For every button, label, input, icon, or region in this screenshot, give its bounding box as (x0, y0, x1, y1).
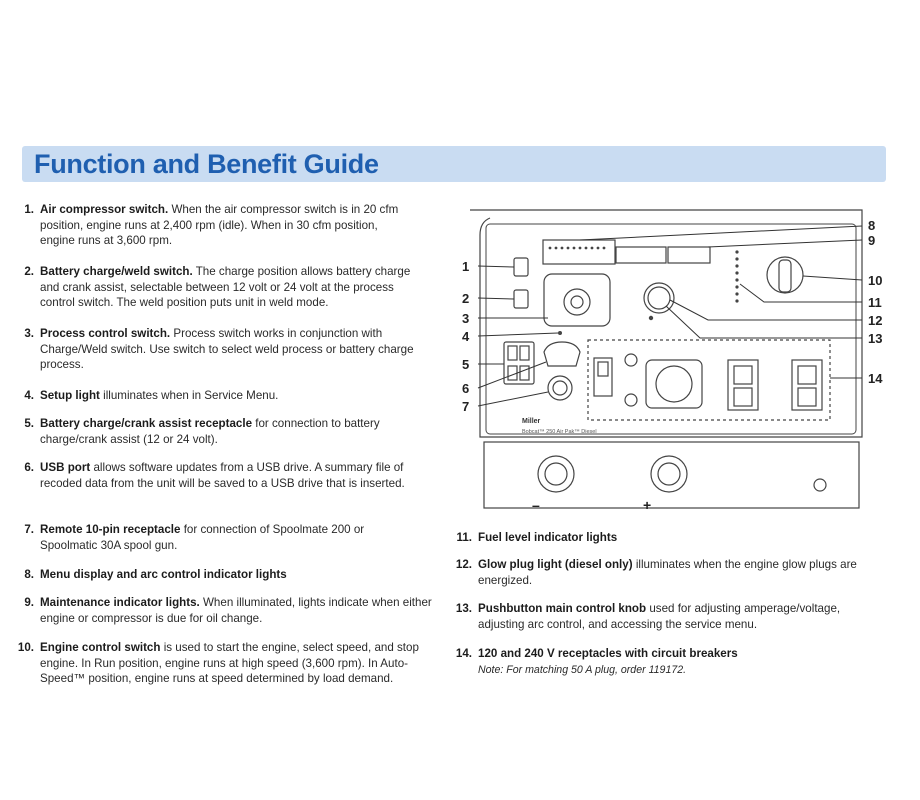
setup-light (558, 331, 562, 335)
item-term: Maintenance indicator lights. (40, 596, 200, 609)
item-term: Fuel level indicator lights (478, 531, 618, 544)
callout-9: 9 (868, 233, 876, 248)
display-window-1 (616, 247, 666, 263)
glow-plug-light (649, 316, 653, 320)
item-term: Battery charge/crank assist receptacle (40, 417, 253, 430)
usb-port (544, 342, 580, 366)
receptacle-group (588, 340, 830, 420)
item-number: 2. (24, 265, 34, 278)
callout-7: 7 (462, 399, 470, 414)
item-number: 13. (455, 602, 472, 615)
callout-12: 12 (868, 313, 883, 328)
item-number: 14. (455, 647, 472, 660)
weld-stud-negative (538, 456, 574, 492)
process-control-switch (544, 274, 610, 326)
callout-6: 6 (462, 381, 470, 396)
item-number: 6. (24, 461, 34, 474)
item-term: 120 and 240 V receptacles with circuit breakers (478, 647, 738, 660)
callout-2: 2 (462, 291, 470, 306)
item-description: When the air compressor switch is in 20 cfm position, engine runs at 2,400 rpm (idle). When in 30 cfm position, engine runs at 3,600 rpm. (40, 203, 399, 248)
callout-11: 11 (868, 295, 882, 310)
item-number: 9. (24, 596, 34, 609)
item-number: 12. (455, 558, 472, 571)
item-description: When illuminated, lights indicate when either engine or compressor is due for oil change. (40, 596, 432, 625)
item-term: Pushbutton main control knob (478, 602, 647, 615)
receptacle-120v-1 (728, 360, 758, 410)
item-description: illuminates when in Service Menu. (99, 389, 279, 402)
item-description: Process switch works in conjunction with Charge/Weld switch. Use switch to select weld process or battery charge process. (40, 327, 414, 372)
item-term: Air compressor switch. (40, 203, 169, 216)
callout-1: 1 (462, 259, 470, 274)
callout-4: 4 (462, 329, 470, 344)
callout-3: 3 (462, 311, 470, 326)
page-title: Function and Benefit Guide (34, 149, 379, 179)
remote-10-pin-receptacle (548, 376, 572, 400)
item-number: 1. (24, 203, 34, 216)
callout-5: 5 (462, 357, 470, 372)
item-term: Menu display and arc control indicator lights (40, 568, 287, 581)
air-compressor-switch (514, 258, 528, 276)
callout-8: 8 (868, 218, 876, 233)
item-number: 3. (24, 327, 34, 340)
item-term: Process control switch. (40, 327, 171, 340)
front-panel (486, 224, 856, 434)
item-description: is used to start the engine, select speed, and stop engine. In Run position, engine runs at high speed (3,600 rpm). In Auto-Speed™ position, engine runs at speed determined by load demand. (40, 641, 419, 686)
brand-logo: Miller (522, 418, 541, 425)
callout-13: 13 (868, 331, 883, 346)
item-description: allows software updates from a USB drive. A summary file of recoded data from the unit will be saved to a USB drive that is inserted. (40, 461, 405, 490)
item-term: Setup light (40, 389, 100, 402)
output-panel (484, 442, 859, 508)
arc-control-indicator-lights (549, 247, 606, 250)
item-description: illuminates when the engine glow plugs are energized. (478, 558, 857, 587)
item-description: used for adjusting amperage/voltage, adjusting arc control, and accessing the service menu. (478, 602, 841, 631)
panel-outline (470, 210, 862, 437)
callout-10: 10 (868, 273, 883, 288)
item-term: Remote 10-pin receptacle (40, 523, 181, 536)
negative-polarity-label: – (532, 497, 540, 513)
fuel-level-indicator-lights (735, 250, 738, 302)
battery-charge-weld-switch (514, 290, 528, 308)
ground-stud (814, 479, 826, 491)
receptacle-120v-2 (792, 360, 822, 410)
item-note: Note: For matching 50 A plug, order 119172. (478, 663, 687, 676)
item-description: for connection to battery charge/crank assist (12 or 24 volt). (40, 417, 380, 446)
item-term: USB port (40, 461, 91, 474)
circuit-breaker-panel (594, 358, 612, 396)
item-number: 7. (24, 523, 34, 536)
item-number: 11. (456, 531, 472, 544)
display-window-2 (668, 247, 710, 263)
receptacle-240v (646, 360, 702, 408)
item-number: 5. (24, 417, 34, 430)
item-term: Battery charge/weld switch. (40, 265, 193, 278)
weld-stud-positive (651, 456, 687, 492)
item-number: 10. (17, 641, 34, 654)
callout-14: 14 (868, 371, 883, 386)
item-term: Engine control switch (40, 641, 161, 654)
item-number: 8. (24, 568, 34, 581)
process-knob (564, 289, 590, 315)
menu-display (543, 240, 615, 264)
item-description: for connection of Spoolmate 200 or Spoolmatic 30A spool gun. (40, 523, 365, 552)
item-number: 4. (24, 389, 34, 402)
model-label: Bobcat™ 250 Air Pak™ Diesel (522, 429, 597, 435)
item-term: Glow plug light (diesel only) (478, 558, 633, 571)
positive-polarity-label: + (643, 497, 652, 513)
item-description: The charge position allows battery charge and crank assist, selectable between 12 volt or 24 volt at the process control switch. The weld position puts unit in weld mode. (40, 265, 411, 310)
